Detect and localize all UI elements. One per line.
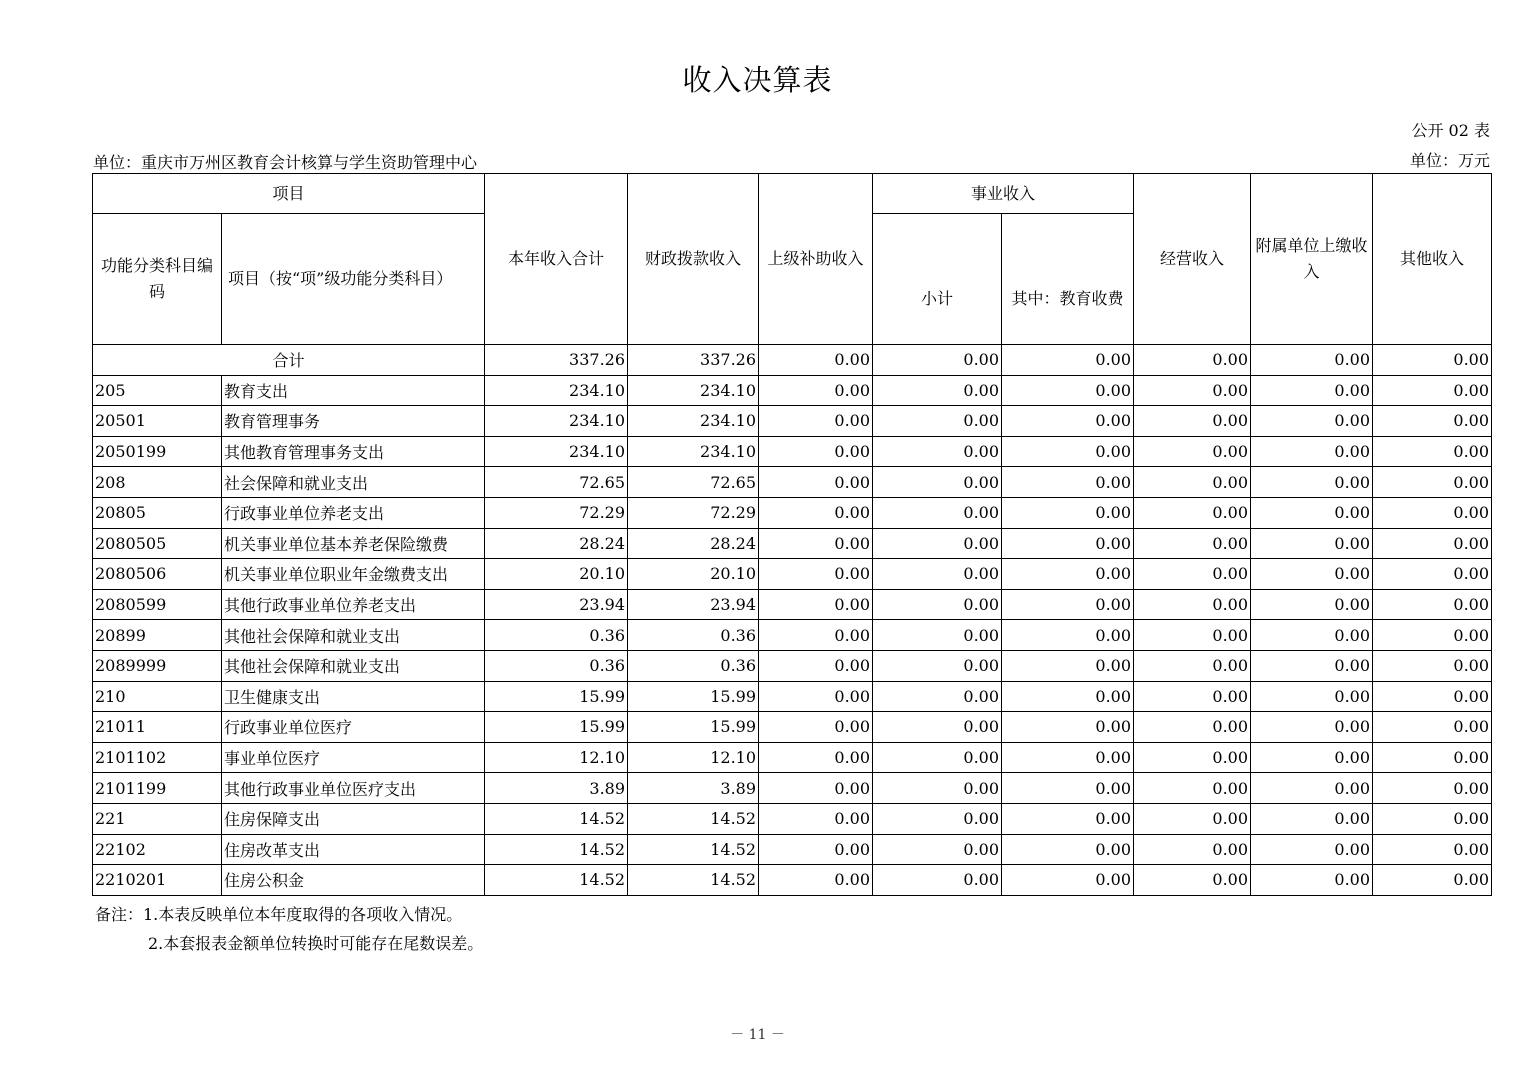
table-row — [93, 773, 1492, 804]
value-cell: 0.00 — [1002, 834, 1134, 865]
value-cell: 234.10 — [485, 406, 628, 437]
value-cell: 0.00 — [873, 834, 1002, 865]
value-cell: 0.00 — [1002, 742, 1134, 773]
value-cell: 0.00 — [1373, 559, 1492, 590]
header-career: 事业收入 — [873, 174, 1134, 214]
value-cell: 0.00 — [1002, 773, 1134, 804]
table-body — [93, 345, 1492, 896]
value-cell: 0.00 — [873, 497, 1002, 528]
value-cell: 0.00 — [1251, 773, 1373, 804]
value-cell: 0.00 — [1134, 559, 1251, 590]
value-cell: 234.10 — [485, 436, 628, 467]
value-cell: 0.00 — [1251, 467, 1373, 498]
value-cell: 0.36 — [485, 650, 628, 681]
value-cell: 0.00 — [759, 650, 873, 681]
value-cell: 0.00 — [759, 528, 873, 559]
value-cell: 234.10 — [485, 375, 628, 406]
total-cell: 337.26 — [628, 345, 759, 376]
name-cell: 社会保障和就业支出 — [222, 467, 485, 498]
total-cell: 0.00 — [1134, 345, 1251, 376]
value-cell: 14.52 — [485, 834, 628, 865]
value-cell: 0.00 — [1134, 406, 1251, 437]
value-cell: 0.00 — [1134, 742, 1251, 773]
value-cell: 0.00 — [873, 436, 1002, 467]
value-cell: 0.00 — [1373, 834, 1492, 865]
name-cell: 教育管理事务 — [222, 406, 485, 437]
value-cell: 0.00 — [1251, 559, 1373, 590]
name-cell: 教育支出 — [222, 375, 485, 406]
value-cell: 0.00 — [1251, 742, 1373, 773]
value-cell: 0.00 — [1251, 803, 1373, 834]
value-cell: 0.00 — [873, 650, 1002, 681]
value-cell: 0.00 — [1002, 497, 1134, 528]
header-edu-fee: 其中：教育收费 — [1002, 214, 1134, 345]
value-cell: 14.52 — [628, 865, 759, 896]
value-cell: 0.00 — [1134, 375, 1251, 406]
code-cell: 2210201 — [93, 865, 222, 896]
value-cell: 14.52 — [485, 803, 628, 834]
value-cell: 14.52 — [628, 834, 759, 865]
value-cell: 0.00 — [1373, 681, 1492, 712]
table-row — [93, 559, 1492, 590]
header-business: 经营收入 — [1134, 174, 1251, 345]
value-cell: 0.00 — [1134, 712, 1251, 743]
header-name: 项目（按“项”级功能分类科目） — [222, 214, 485, 345]
value-cell: 0.00 — [759, 834, 873, 865]
code-cell: 21011 — [93, 712, 222, 743]
name-cell: 其他教育管理事务支出 — [222, 436, 485, 467]
value-cell: 0.00 — [1373, 742, 1492, 773]
value-cell: 0.00 — [1251, 681, 1373, 712]
table-row — [93, 589, 1492, 620]
name-cell: 住房保障支出 — [222, 803, 485, 834]
code-cell: 2101102 — [93, 742, 222, 773]
note-1: 备注：1.本表反映单位本年度取得的各项收入情况。 — [95, 905, 463, 924]
value-cell: 0.00 — [759, 803, 873, 834]
code-cell: 210 — [93, 681, 222, 712]
value-cell: 0.00 — [873, 773, 1002, 804]
table-row — [93, 620, 1492, 651]
value-cell: 23.94 — [628, 589, 759, 620]
code-cell: 2089999 — [93, 650, 222, 681]
total-cell: 0.00 — [1002, 345, 1134, 376]
code-cell: 20899 — [93, 620, 222, 651]
code-cell: 20805 — [93, 497, 222, 528]
value-cell: 28.24 — [628, 528, 759, 559]
value-cell: 0.00 — [1373, 375, 1492, 406]
value-cell: 0.36 — [628, 620, 759, 651]
table-row — [93, 742, 1492, 773]
value-cell: 20.10 — [485, 559, 628, 590]
value-cell: 234.10 — [628, 436, 759, 467]
value-cell: 0.00 — [759, 712, 873, 743]
value-cell: 15.99 — [485, 681, 628, 712]
total-cell: 0.00 — [1373, 345, 1492, 376]
value-cell: 20.10 — [628, 559, 759, 590]
value-cell: 0.00 — [1134, 803, 1251, 834]
value-cell: 234.10 — [628, 375, 759, 406]
value-cell: 0.00 — [1002, 865, 1134, 896]
table-row — [93, 406, 1492, 437]
value-cell: 0.00 — [1134, 467, 1251, 498]
value-cell: 0.00 — [1373, 589, 1492, 620]
value-cell: 15.99 — [628, 712, 759, 743]
table-row — [93, 497, 1492, 528]
value-cell: 15.99 — [485, 712, 628, 743]
value-cell: 0.00 — [1251, 865, 1373, 896]
value-cell: 0.00 — [873, 589, 1002, 620]
value-cell: 0.00 — [873, 712, 1002, 743]
value-cell: 0.36 — [485, 620, 628, 651]
value-cell: 0.00 — [873, 467, 1002, 498]
value-cell: 0.00 — [759, 375, 873, 406]
income-table — [92, 173, 1492, 896]
value-cell: 0.00 — [1373, 865, 1492, 896]
value-cell: 0.00 — [1373, 467, 1492, 498]
value-cell: 0.00 — [759, 681, 873, 712]
code-cell: 2050199 — [93, 436, 222, 467]
value-cell: 0.00 — [1373, 712, 1492, 743]
value-cell: 3.89 — [485, 773, 628, 804]
value-cell: 0.00 — [1134, 528, 1251, 559]
value-cell: 0.00 — [873, 865, 1002, 896]
value-cell: 0.00 — [759, 865, 873, 896]
value-cell: 15.99 — [628, 681, 759, 712]
value-cell: 0.00 — [1002, 467, 1134, 498]
value-cell: 0.00 — [1251, 406, 1373, 437]
value-cell: 0.00 — [1134, 681, 1251, 712]
total-row — [93, 345, 1492, 376]
table-row — [93, 834, 1492, 865]
value-cell: 0.00 — [1251, 497, 1373, 528]
value-cell: 0.00 — [873, 406, 1002, 437]
header-code: 功能分类科目编码 — [93, 214, 222, 345]
value-cell: 0.00 — [1134, 650, 1251, 681]
header-superior: 上级补助收入 — [759, 174, 873, 345]
value-cell: 0.00 — [759, 559, 873, 590]
value-cell: 28.24 — [485, 528, 628, 559]
name-cell: 住房改革支出 — [222, 834, 485, 865]
value-cell: 0.00 — [1002, 406, 1134, 437]
value-cell: 0.00 — [1251, 375, 1373, 406]
value-cell: 12.10 — [485, 742, 628, 773]
value-cell: 14.52 — [485, 865, 628, 896]
value-cell: 0.00 — [873, 620, 1002, 651]
total-cell: 0.00 — [759, 345, 873, 376]
value-cell: 0.00 — [1373, 406, 1492, 437]
value-cell: 0.00 — [759, 620, 873, 651]
value-cell: 0.00 — [1373, 528, 1492, 559]
code-cell: 2101199 — [93, 773, 222, 804]
value-cell: 0.00 — [759, 467, 873, 498]
unit-currency: 单位：万元 — [1409, 151, 1490, 170]
value-cell: 0.00 — [873, 803, 1002, 834]
name-cell: 事业单位医疗 — [222, 742, 485, 773]
header-project: 项目 — [93, 174, 485, 214]
name-cell: 其他行政事业单位医疗支出 — [222, 773, 485, 804]
value-cell: 72.65 — [485, 467, 628, 498]
value-cell: 0.00 — [759, 589, 873, 620]
note-2: 2.本套报表金额单位转换时可能存在尾数误差。 — [148, 934, 484, 953]
code-cell: 2080505 — [93, 528, 222, 559]
value-cell: 0.00 — [1134, 620, 1251, 651]
code-cell: 20501 — [93, 406, 222, 437]
header-other: 其他收入 — [1373, 174, 1492, 345]
code-cell: 2080599 — [93, 589, 222, 620]
table-row — [93, 528, 1492, 559]
table-row — [93, 436, 1492, 467]
code-cell: 22102 — [93, 834, 222, 865]
name-cell: 其他社会保障和就业支出 — [222, 620, 485, 651]
value-cell: 12.10 — [628, 742, 759, 773]
header-affiliated: 附属单位上缴收入 — [1251, 174, 1373, 345]
value-cell: 0.00 — [873, 681, 1002, 712]
value-cell: 0.00 — [1251, 528, 1373, 559]
value-cell: 0.00 — [873, 375, 1002, 406]
value-cell: 0.00 — [1002, 559, 1134, 590]
value-cell: 0.00 — [1002, 803, 1134, 834]
value-cell: 0.00 — [1002, 375, 1134, 406]
header-subtotal: 小计 — [873, 214, 1002, 345]
value-cell: 0.00 — [1373, 436, 1492, 467]
value-cell: 0.00 — [1134, 436, 1251, 467]
table-number: 公开 02 表 — [1411, 121, 1490, 140]
value-cell: 0.00 — [1373, 803, 1492, 834]
table-row — [93, 865, 1492, 896]
page-number: － 11 － — [730, 1027, 785, 1043]
code-cell: 2080506 — [93, 559, 222, 590]
name-cell: 机关事业单位基本养老保险缴费 — [222, 528, 485, 559]
value-cell: 0.00 — [1002, 528, 1134, 559]
value-cell: 0.00 — [1002, 436, 1134, 467]
value-cell: 0.00 — [1002, 650, 1134, 681]
value-cell: 0.00 — [759, 497, 873, 528]
value-cell: 0.00 — [1134, 589, 1251, 620]
value-cell: 72.65 — [628, 467, 759, 498]
value-cell: 0.00 — [1134, 497, 1251, 528]
code-cell: 208 — [93, 467, 222, 498]
header-fiscal: 财政拨款收入 — [628, 174, 759, 345]
total-label: 合计 — [93, 345, 485, 376]
total-cell: 0.00 — [873, 345, 1002, 376]
value-cell: 0.36 — [628, 650, 759, 681]
value-cell: 0.00 — [1251, 650, 1373, 681]
value-cell: 0.00 — [873, 528, 1002, 559]
value-cell: 0.00 — [1002, 712, 1134, 743]
table-row — [93, 650, 1492, 681]
value-cell: 0.00 — [1251, 712, 1373, 743]
value-cell: 0.00 — [1373, 497, 1492, 528]
value-cell: 0.00 — [873, 559, 1002, 590]
name-cell: 其他行政事业单位养老支出 — [222, 589, 485, 620]
name-cell: 住房公积金 — [222, 865, 485, 896]
name-cell: 其他社会保障和就业支出 — [222, 650, 485, 681]
unit-organization: 单位：重庆市万州区教育会计核算与学生资助管理中心 — [93, 153, 478, 172]
value-cell: 0.00 — [1002, 589, 1134, 620]
value-cell: 0.00 — [1251, 620, 1373, 651]
value-cell: 3.89 — [628, 773, 759, 804]
value-cell: 0.00 — [873, 742, 1002, 773]
total-cell: 0.00 — [1251, 345, 1373, 376]
value-cell: 0.00 — [1002, 620, 1134, 651]
value-cell: 0.00 — [1373, 620, 1492, 651]
name-cell: 机关事业单位职业年金缴费支出 — [222, 559, 485, 590]
name-cell: 行政事业单位养老支出 — [222, 497, 485, 528]
value-cell: 0.00 — [1373, 650, 1492, 681]
name-cell: 卫生健康支出 — [222, 681, 485, 712]
code-cell: 221 — [93, 803, 222, 834]
name-cell: 行政事业单位医疗 — [222, 712, 485, 743]
table-row — [93, 712, 1492, 743]
value-cell: 0.00 — [759, 773, 873, 804]
page-title: 收入决算表 — [682, 63, 833, 97]
value-cell: 72.29 — [628, 497, 759, 528]
value-cell: 0.00 — [1373, 773, 1492, 804]
value-cell: 0.00 — [1251, 436, 1373, 467]
table-row — [93, 375, 1492, 406]
value-cell: 0.00 — [759, 406, 873, 437]
table-row — [93, 681, 1492, 712]
value-cell: 0.00 — [1134, 773, 1251, 804]
value-cell: 14.52 — [628, 803, 759, 834]
value-cell: 0.00 — [1251, 589, 1373, 620]
value-cell: 72.29 — [485, 497, 628, 528]
value-cell: 234.10 — [628, 406, 759, 437]
table-row — [93, 803, 1492, 834]
value-cell: 0.00 — [759, 742, 873, 773]
value-cell: 23.94 — [485, 589, 628, 620]
value-cell: 0.00 — [1251, 834, 1373, 865]
value-cell: 0.00 — [1002, 681, 1134, 712]
code-cell: 205 — [93, 375, 222, 406]
value-cell: 0.00 — [1134, 834, 1251, 865]
table-row — [93, 467, 1492, 498]
total-cell: 337.26 — [485, 345, 628, 376]
header-total: 本年收入合计 — [485, 174, 628, 345]
value-cell: 0.00 — [759, 436, 873, 467]
value-cell: 0.00 — [1134, 865, 1251, 896]
